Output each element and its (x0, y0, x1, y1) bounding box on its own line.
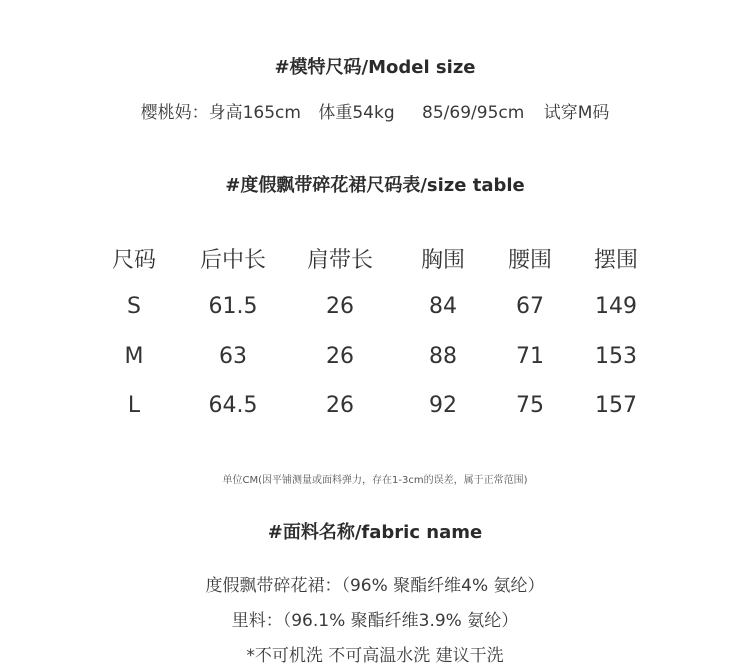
table-cell: 67 (516, 294, 544, 319)
fabric-heading: #面料名称/fabric name (267, 522, 483, 543)
table-cell: 149 (595, 294, 637, 319)
table-cell: S (127, 294, 141, 319)
table-cell: 84 (429, 294, 457, 319)
model-tried-size: 试穿M码 (543, 103, 610, 123)
measurement-note: 单位CM(因平铺测量或面料弹力，存在1-3cm的误差，属于正常范围) (222, 475, 528, 486)
model-info-line (0, 98, 750, 123)
model-measurements: 85/69/95cm (422, 103, 525, 123)
header-waist: 腰围 (507, 248, 552, 273)
table-cell: 88 (429, 344, 457, 369)
table-cell: 26 (326, 393, 354, 418)
care-instructions: *不可机洗 不可高温水洗 建议干洗 (246, 646, 504, 666)
header-hem: 摆围 (593, 248, 638, 273)
table-cell: 61.5 (208, 294, 258, 319)
size-table-heading: #度假飘带碎花裙尺码表/size table (225, 175, 525, 196)
model-size-heading: #模特尺码/Model size (274, 57, 476, 78)
table-cell: 75 (516, 393, 544, 418)
table-cell: 26 (326, 344, 354, 369)
header-bust: 胸围 (420, 248, 465, 273)
table-cell: 64.5 (208, 393, 258, 418)
header-size: 尺码 (111, 248, 156, 273)
table-cell: 26 (326, 294, 354, 319)
table-cell: M (124, 344, 144, 369)
table-cell: 63 (219, 344, 247, 369)
table-cell: 157 (595, 393, 637, 418)
model-height: 樱桃妈：身高165cm (140, 103, 301, 123)
table-cell: L (127, 393, 141, 418)
fabric-dress-composition: 度假飘带碎花裙：（96% 聚酯纤维4% 氨纶） (205, 576, 545, 596)
model-weight: 体重54kg (318, 103, 395, 123)
table-cell: 71 (516, 344, 544, 369)
fabric-lining-composition: 里料：（96.1% 聚酯纤维3.9% 氨纶） (231, 611, 519, 631)
header-strap-length: 肩带长 (306, 248, 373, 273)
table-cell: 92 (429, 393, 457, 418)
header-back-length: 后中长 (199, 248, 266, 273)
table-cell: 153 (595, 344, 637, 369)
